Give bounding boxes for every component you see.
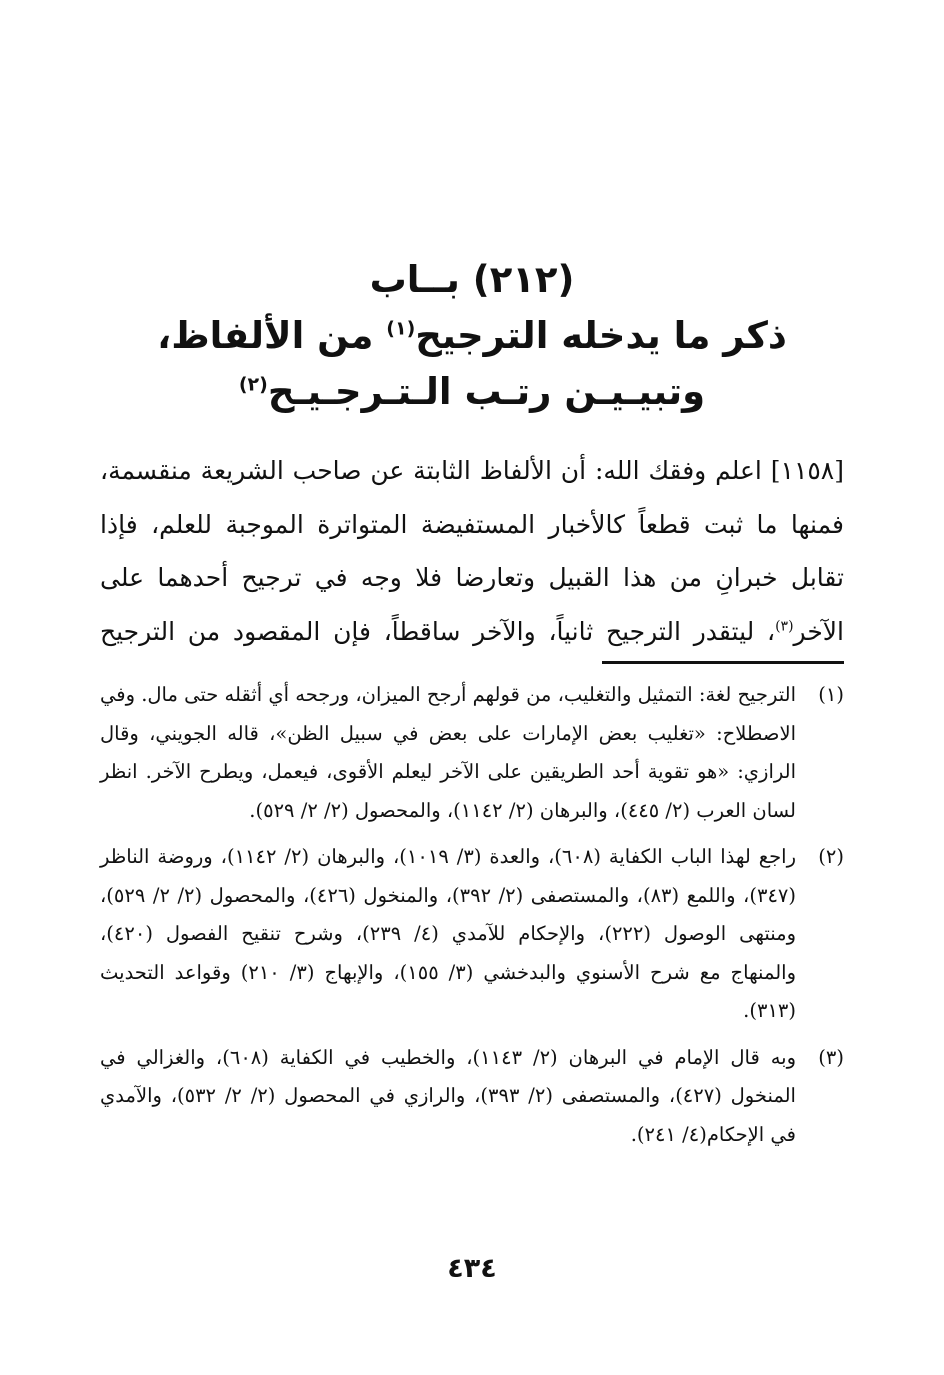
footnote-1 <box>100 676 844 830</box>
footnote-divider <box>602 661 844 664</box>
chapter-title-text-end: من الألفاظ، <box>157 314 387 357</box>
footnote-marker-2: (٢) <box>238 373 268 396</box>
footnote-number: (٣) <box>818 1045 844 1069</box>
chapter-subtitle-text: وتبيـيـن رتـب الـتـرجـيـح <box>267 370 706 413</box>
footnote-marker-3: (٣) <box>775 618 794 635</box>
page-number: ٤٣٤ <box>447 1253 497 1284</box>
footnote-2 <box>100 838 844 1031</box>
body-paragraph <box>100 444 844 658</box>
paragraph-text: [١١٥٨] اعلم وفقك الله: أن الألفاظ الثابتة عن صاحب الشريعة منقسمة، فمنها ما ثبت قطعاً كالأخبار المستفيضة المتواترة الموجبة للعلم، فإذا تقابل خبرانِ من هذا القبيل وتعارضا فلا وجه في ترجيح أحدهما على الآخر <box>100 456 844 646</box>
paragraph-text-continued: ، ليتقدر الترجيح ثانياً، والآخر ساقطاً، فإن المقصود من الترجيح <box>100 616 776 646</box>
footnote-text: وبه قال الإمام في البرهان (٢/ ١١٤٣)، والخطيب في الكفاية (٦٠٨)، والغزالي في المنخول (٤٢٧)، والمستصفى (٢/ ٣٩٣)، والرازي في المحصول (٢/ ٢/ ٥٣٢)، والآمدي في الإحكام(٤/ ٢٤١). <box>100 1045 797 1146</box>
footnotes-section <box>100 676 844 1162</box>
chapter-number: (٢١٢) بــاب <box>369 258 575 301</box>
footnote-text: راجع لهذا الباب الكفاية (٦٠٨)، والعدة (٣/ ١٠١٩)، والبرهان (٢/ ١١٤٢)، وروضة الناظر (٣٤٧)، واللمع (٨٣)، والمستصفى (٢/ ٣٩٢)، والمنخول (٤٢٦)، والمحصول (٢/ ٢/ ٥٢٩)، ومنتهى الوصول (٢٢٢)، والإحكام للآمدي (٤/ ٢٣٩)، وشرح تنقيح الفصول (٤٢٠)، والمنهاج مع شرح الأسنوي والبدخشي (٣/ ١٥٥)، والإبهاج (٣/ ٢١٠) وقواعد التحديث (٣١٣). <box>100 845 797 1022</box>
footnote-number: (١) <box>818 683 844 706</box>
chapter-title-text: ذكر ما يدخله الترجيح <box>415 314 787 357</box>
chapter-title-line-2 <box>90 364 854 420</box>
footnote-text: الترجيح لغة: التمثيل والتغليب، من قولهم أرجح الميزان، ورجحه أي أثقله حتى مال. وفي الاصطلاح: «تغليب بعض الإمارات على بعض في سبيل الظن»، قاله الجويني، وقال الرازي: «هو تقوية أحد الطريقين على الآخر ليعلم الأقوى، فيعمل، ويطرح الآخر. انظر لسان العرب (٢/ ٤٤٥)، والبرهان (٢/ ١١٤٢)، والمحصول (٢/ ٢/ ٥٢٩). <box>100 683 796 822</box>
footnote-3 <box>100 1039 844 1155</box>
chapter-heading <box>90 252 854 420</box>
footnote-number: (٢) <box>818 845 844 868</box>
chapter-title-line-1 <box>90 308 854 364</box>
footnote-marker-1: (١) <box>386 317 416 340</box>
